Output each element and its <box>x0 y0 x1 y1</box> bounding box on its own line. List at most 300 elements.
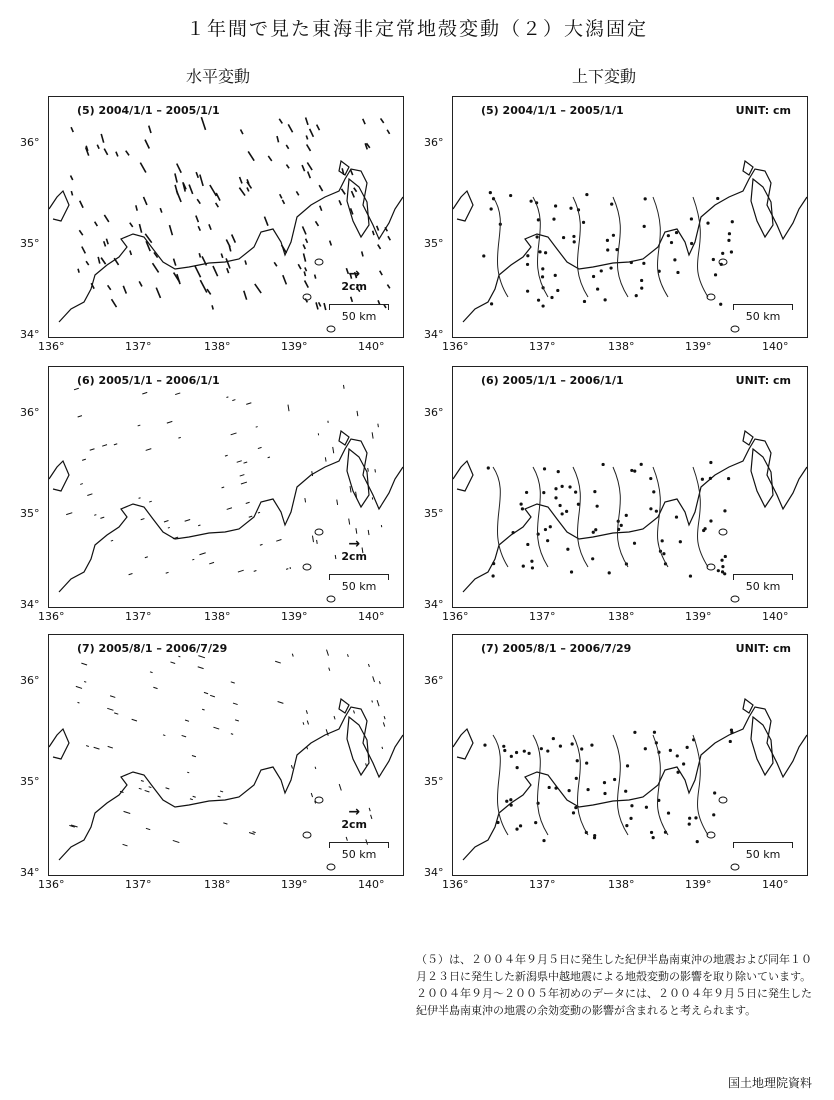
station-dot <box>550 296 553 299</box>
displacement-vector <box>182 735 187 736</box>
station-dot <box>593 490 596 493</box>
horizontal-map-panel <box>48 96 404 338</box>
displacement-vector <box>274 262 277 266</box>
latitude-label: 35° <box>424 507 444 520</box>
displacement-vector <box>185 720 189 721</box>
displacement-vector <box>325 457 326 461</box>
station-dot <box>527 752 530 755</box>
station-dot <box>625 514 628 517</box>
displacement-vector <box>380 271 382 275</box>
contour-line <box>653 197 668 297</box>
scale-bar-label: 50 km <box>745 580 781 593</box>
station-dot <box>523 750 526 753</box>
station-dot <box>515 751 518 754</box>
displacement-vector <box>66 513 72 515</box>
station-dot <box>583 300 586 303</box>
displacement-vector <box>221 254 222 258</box>
displacement-vector <box>216 203 219 207</box>
longitude-label: 136° <box>442 610 469 623</box>
coastline <box>49 461 69 491</box>
station-dot <box>633 731 636 734</box>
latitude-label: 34° <box>20 598 40 611</box>
displacement-vector <box>167 421 172 423</box>
station-dot <box>709 519 712 522</box>
displacement-vector <box>78 416 82 417</box>
displacement-vector <box>78 269 79 273</box>
station-dot <box>521 507 524 510</box>
station-dot <box>554 204 557 207</box>
displacement-vector <box>319 185 322 191</box>
displacement-vector <box>312 536 313 542</box>
station-dot <box>676 771 679 774</box>
longitude-label: 138° <box>204 340 231 353</box>
coastline <box>453 191 473 221</box>
displacement-vector <box>74 388 79 390</box>
station-dot <box>633 470 636 473</box>
displacement-vector <box>198 667 204 669</box>
station-dot <box>640 287 643 290</box>
displacement-vector <box>335 555 336 559</box>
column-heading-vertical: 上下変動 <box>572 67 637 86</box>
displacement-vector <box>163 735 165 736</box>
station-dot <box>721 252 724 255</box>
displacement-vector <box>187 772 189 773</box>
station-dot <box>552 737 555 740</box>
station-dot <box>534 821 537 824</box>
displacement-vector <box>279 119 282 124</box>
map-canvas <box>49 635 403 875</box>
latitude-label: 35° <box>424 237 444 250</box>
latitude-label: 36° <box>424 674 444 687</box>
longitude-label: 138° <box>204 610 231 623</box>
map-canvas <box>49 367 403 607</box>
station-dot <box>515 828 518 831</box>
notes <box>416 951 812 1019</box>
station-dot <box>572 811 575 814</box>
distance-scale <box>329 304 389 323</box>
longitude-label: 139° <box>281 340 308 353</box>
island <box>719 529 727 535</box>
scale-bar-label: 50 km <box>341 310 377 323</box>
displacement-vector <box>372 432 373 438</box>
displacement-vector <box>286 145 288 149</box>
displacement-vector <box>241 129 243 134</box>
displacement-vector <box>94 515 96 516</box>
displacement-vector <box>173 840 180 842</box>
station-dot <box>537 218 540 221</box>
displacement-vector <box>146 828 150 829</box>
station-dot <box>561 512 564 515</box>
displacement-vector <box>149 501 152 502</box>
station-dot <box>531 566 534 569</box>
station-dot <box>522 564 525 567</box>
displacement-vector <box>79 230 82 235</box>
station-dot <box>612 234 615 237</box>
station-dot <box>509 798 512 801</box>
longitude-label: 139° <box>281 878 308 891</box>
vertical-map-panel <box>452 96 808 338</box>
contour-line <box>573 197 588 297</box>
arrow-scale-label: 2cm <box>341 550 367 563</box>
displacement-vector <box>260 544 263 545</box>
displacement-vector <box>354 710 355 713</box>
station-dot <box>731 220 734 223</box>
displacement-vector <box>138 425 141 426</box>
arrow-scale-label: 2cm <box>341 280 367 293</box>
station-dot <box>554 487 557 490</box>
panel-period-label: (5) 2004/1/1 – 2005/1/1 <box>77 104 220 117</box>
displacement-vector <box>349 519 350 525</box>
displacement-vector <box>357 411 358 416</box>
station-dot <box>574 806 577 809</box>
arrow-scale-label: 2cm <box>341 818 367 831</box>
displacement-vector <box>303 722 304 725</box>
displacement-vector <box>384 716 385 719</box>
coastline <box>59 707 403 860</box>
station-dot <box>701 478 704 481</box>
station-dot <box>602 463 605 466</box>
displacement-vector <box>209 562 214 564</box>
displacement-vector <box>280 194 282 198</box>
station-dot <box>714 273 717 276</box>
station-dot <box>688 823 691 826</box>
displacement-vector <box>114 444 117 445</box>
displacement-vector <box>209 224 211 229</box>
station-dot <box>669 749 672 752</box>
station-dot <box>620 524 623 527</box>
station-dot <box>505 800 508 803</box>
panel-period-label: (6) 2005/1/1 – 2006/1/1 <box>77 374 220 387</box>
station-dot <box>675 231 678 234</box>
displacement-vector <box>101 258 105 264</box>
displacement-vector <box>112 299 117 307</box>
note-2: ２００４年９月～２００５年初めのデータには、２００４年９月５日に発生した紀伊半島南東沖の地震の余効変動の影響が含まれると考えられます。 <box>416 987 812 1017</box>
displacement-vector <box>200 280 206 292</box>
station-dot <box>649 507 652 510</box>
station-dot <box>640 463 643 466</box>
station-dot <box>625 824 628 827</box>
displacement-vector <box>111 540 113 541</box>
displacement-vector <box>175 173 177 182</box>
station-dot <box>706 222 709 225</box>
displacement-vector <box>333 447 334 453</box>
displacement-vector <box>104 215 108 222</box>
displacement-vector <box>329 668 330 671</box>
displacement-vector <box>106 239 108 245</box>
station-dot <box>561 485 564 488</box>
station-dot <box>512 531 515 534</box>
station-dot <box>633 542 636 545</box>
arrow-scale-key <box>341 806 367 831</box>
station-dot <box>558 504 561 507</box>
displacement-vector <box>292 654 293 657</box>
station-dot <box>487 466 490 469</box>
displacement-vector <box>80 484 83 485</box>
displacement-vector <box>226 258 230 268</box>
displacement-vector <box>346 837 347 841</box>
island <box>327 326 335 332</box>
displacement-vector <box>225 455 228 456</box>
displacement-vector <box>183 182 185 191</box>
displacement-vector <box>245 260 246 264</box>
longitude-label: 137° <box>529 878 556 891</box>
displacement-vector <box>185 519 190 521</box>
displacement-vector <box>202 709 204 710</box>
station-dot <box>644 747 647 750</box>
displacement-vector <box>227 508 232 510</box>
island <box>719 797 727 803</box>
station-dot <box>630 261 633 264</box>
displacement-vector <box>327 650 329 656</box>
coastline <box>339 699 349 713</box>
station-dot <box>724 555 727 558</box>
displacement-vector <box>264 217 267 226</box>
station-dot <box>690 217 693 220</box>
station-dot <box>543 467 546 470</box>
station-dot <box>673 258 676 261</box>
station-dot <box>676 271 679 274</box>
displacement-vector <box>126 151 129 156</box>
displacement-vector <box>143 197 146 205</box>
displacement-vector <box>71 176 73 180</box>
map-canvas <box>453 367 807 607</box>
station-dot <box>645 806 648 809</box>
displacement-vector <box>226 397 228 398</box>
map-canvas <box>453 635 807 875</box>
station-dot <box>640 279 643 282</box>
displacement-vector <box>124 811 131 813</box>
displacement-vector <box>356 528 357 533</box>
station-dot <box>721 565 724 568</box>
displacement-vector <box>175 185 178 195</box>
displacement-vector <box>123 286 126 294</box>
displacement-vector <box>306 239 308 243</box>
displacement-vector <box>86 261 89 265</box>
station-dot <box>510 804 513 807</box>
station-dot <box>596 505 599 508</box>
station-dot <box>576 759 579 762</box>
displacement-vector <box>304 253 306 261</box>
coastline <box>463 707 807 860</box>
coastline <box>463 169 807 322</box>
station-dot <box>562 236 565 239</box>
station-dot <box>568 789 571 792</box>
station-dot <box>649 477 652 480</box>
displacement-vector <box>192 755 196 756</box>
displacement-vector <box>145 140 149 149</box>
island <box>303 832 311 838</box>
station-dot <box>696 840 699 843</box>
displacement-vector <box>166 572 169 573</box>
displacement-vector <box>210 185 217 196</box>
island <box>303 564 311 570</box>
displacement-vector <box>308 172 311 179</box>
station-dot <box>728 232 731 235</box>
station-dot <box>509 194 512 197</box>
longitude-label: 140° <box>762 878 789 891</box>
longitude-label: 137° <box>529 340 556 353</box>
station-dot <box>727 477 730 480</box>
station-dot <box>552 218 555 221</box>
column-heading-horizontal: 水平変動 <box>186 67 251 86</box>
displacement-vector <box>244 462 248 463</box>
latitude-label: 34° <box>424 866 444 879</box>
station-dot <box>679 540 682 543</box>
contour-line <box>613 197 628 297</box>
station-dot <box>510 755 513 758</box>
displacement-vector <box>98 257 100 264</box>
coastline <box>453 729 473 759</box>
displacement-vector <box>305 498 306 502</box>
displacement-vector <box>210 695 215 697</box>
latitude-label: 36° <box>424 406 444 419</box>
displacement-vector <box>312 471 313 476</box>
displacement-vector <box>104 241 106 246</box>
coastline <box>743 431 753 445</box>
station-dot <box>585 761 588 764</box>
displacement-vector <box>307 721 308 725</box>
displacement-vector <box>306 136 307 140</box>
displacement-vector <box>164 521 169 522</box>
longitude-label: 139° <box>685 878 712 891</box>
station-dot <box>629 817 632 820</box>
station-dot <box>609 266 612 269</box>
station-dot <box>709 477 712 480</box>
contour-line <box>573 467 588 567</box>
displacement-vector <box>150 672 153 673</box>
displacement-vector <box>190 799 193 800</box>
station-dot <box>526 290 529 293</box>
island <box>315 797 323 803</box>
displacement-vector <box>246 403 251 405</box>
distance-scale <box>733 304 793 323</box>
longitude-label: 137° <box>125 340 152 353</box>
longitude-label: 140° <box>762 340 789 353</box>
displacement-vector <box>110 696 115 698</box>
displacement-vector <box>339 200 341 205</box>
map-canvas <box>453 97 807 337</box>
station-dot <box>720 559 723 562</box>
station-dot <box>650 831 653 834</box>
latitude-label: 35° <box>424 775 444 788</box>
displacement-vector <box>247 187 249 191</box>
latitude-label: 35° <box>20 775 40 788</box>
displacement-vector <box>371 815 372 819</box>
displacement-vector <box>178 656 180 657</box>
station-dot <box>596 287 599 290</box>
displacement-vector <box>189 185 193 194</box>
displacement-vector <box>116 152 118 157</box>
scale-bar-label: 50 km <box>745 848 781 861</box>
displacement-vector <box>253 832 256 833</box>
displacement-vector <box>366 763 367 765</box>
displacement-vector <box>199 253 200 257</box>
station-dot <box>729 740 732 743</box>
coastline <box>743 699 753 713</box>
displacement-vector <box>302 165 304 171</box>
station-dot <box>502 745 505 748</box>
displacement-vector <box>90 449 95 451</box>
displacement-vector <box>240 475 245 477</box>
displacement-vector <box>226 240 230 247</box>
island <box>315 529 323 535</box>
station-dot <box>572 235 575 238</box>
displacement-vector <box>200 175 203 186</box>
displacement-vector <box>315 275 316 279</box>
station-dot <box>603 781 606 784</box>
station-dot <box>610 202 613 205</box>
displacement-vector <box>352 191 355 197</box>
displacement-vector <box>97 145 99 149</box>
displacement-vector <box>232 400 235 401</box>
displacement-vector <box>368 530 369 535</box>
displacement-vector <box>377 226 379 231</box>
displacement-vector <box>82 247 86 254</box>
displacement-vector <box>235 720 239 721</box>
vertical-map-panel <box>452 634 808 876</box>
displacement-vector <box>108 746 113 748</box>
displacement-vector <box>177 164 181 173</box>
coastline <box>49 729 69 759</box>
displacement-vector <box>255 284 261 293</box>
station-dot <box>709 461 712 464</box>
longitude-label: 136° <box>442 878 469 891</box>
station-dot <box>592 275 595 278</box>
displacement-vector <box>213 266 218 276</box>
station-dot <box>635 294 638 297</box>
contour-line <box>533 197 548 297</box>
station-dot <box>516 766 519 769</box>
displacement-vector <box>237 461 242 463</box>
displacement-vector <box>231 682 235 683</box>
latitude-label: 34° <box>20 866 40 879</box>
displacement-vector <box>192 559 194 560</box>
station-dot <box>556 289 559 292</box>
station-dot <box>719 303 722 306</box>
latitude-label: 34° <box>424 328 444 341</box>
station-dot <box>606 239 609 242</box>
displacement-vector <box>383 722 384 726</box>
latitude-label: 34° <box>424 598 444 611</box>
displacement-vector <box>258 447 262 448</box>
distance-scale <box>329 842 389 861</box>
station-dot <box>613 778 616 781</box>
arrow-scale-key <box>341 538 367 563</box>
arrow-scale-key <box>341 268 367 293</box>
displacement-vector <box>246 502 250 503</box>
displacement-vector <box>316 302 318 309</box>
displacement-vector <box>129 573 133 574</box>
contour-line <box>693 197 708 297</box>
station-dot <box>574 491 577 494</box>
displacement-vector <box>256 427 258 428</box>
displacement-vector <box>227 268 229 273</box>
displacement-vector <box>307 145 311 151</box>
station-dot <box>600 269 603 272</box>
station-dot <box>520 503 523 506</box>
displacement-vector <box>248 151 254 160</box>
station-dot <box>630 469 633 472</box>
island <box>731 596 739 602</box>
displacement-vector <box>378 245 381 249</box>
displacement-vector <box>139 281 142 286</box>
coastline <box>453 461 473 491</box>
displacement-vector <box>306 118 308 125</box>
station-dot <box>537 299 540 302</box>
station-dot <box>483 744 486 747</box>
source-credit: 国土地理院資料 <box>727 1076 812 1090</box>
displacement-vector <box>368 468 369 472</box>
